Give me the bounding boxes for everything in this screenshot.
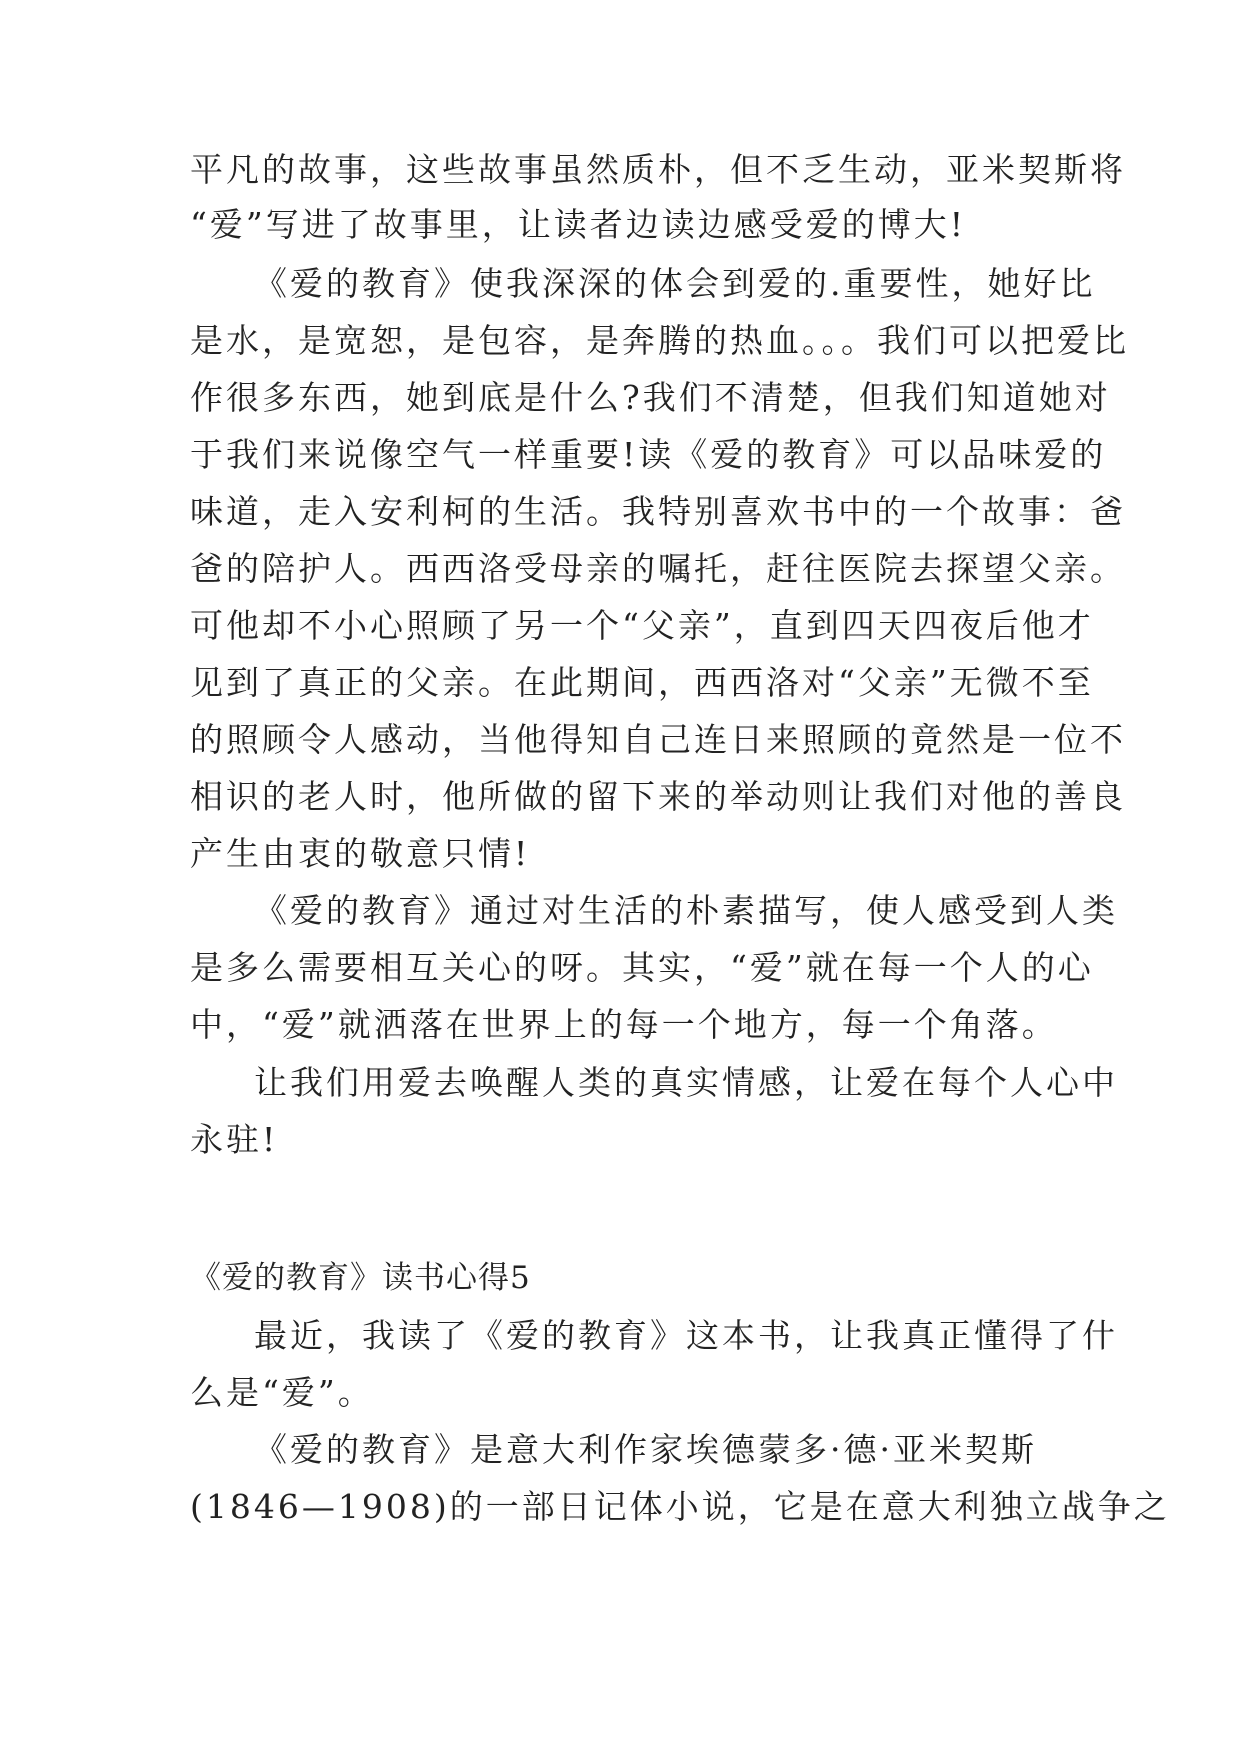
text-line: “爱”写进了故事里，让读者边读边感受爱的博大! — [190, 205, 967, 244]
text-line: 平凡的故事，这些故事虽然质朴，但不乏生动，亚米契斯将 — [190, 150, 1126, 189]
text-line: 相识的老人时，他所做的留下来的举动则让我们对他的善良 — [190, 777, 1126, 816]
text-line: 产生由衷的敬意只情! — [190, 834, 531, 873]
text-line: 让我们用爱去唤醒人类的真实情感，让爱在每个人心中 — [254, 1063, 1118, 1102]
text-line: 《爱的教育》是意大利作家埃德蒙多·德·亚米契斯 — [254, 1430, 1037, 1469]
text-line: 味道，走入安利柯的生活。我特别喜欢书中的一个故事：爸 — [190, 492, 1126, 531]
section-heading: 《爱的教育》读书心得5 — [190, 1260, 531, 1296]
text-line: 么是“爱”。 — [190, 1373, 374, 1412]
text-line: 于我们来说像空气一样重要!读《爱的教育》可以品味爱的 — [190, 435, 1107, 474]
text-line: (1846—1908)的一部日记体小说，它是在意大利独立战争之 — [190, 1487, 1170, 1526]
text-line: 作很多东西，她到底是什么?我们不清楚，但我们知道她对 — [190, 378, 1111, 417]
text-line: 是水，是宽恕，是包容，是奔腾的热血。。。我们可以把爱比 — [190, 321, 1129, 360]
text-line: 见到了真正的父亲。在此期间，西西洛对“父亲”无微不至 — [190, 663, 1094, 702]
text-line: 永驻! — [190, 1120, 279, 1159]
text-line: 《爱的教育》通过对生活的朴素描写，使人感受到人类 — [254, 891, 1118, 930]
text-line: 中，“爱”就洒落在世界上的每一个地方，每一个角落。 — [190, 1005, 1058, 1044]
text-line: 最近，我读了《爱的教育》这本书，让我真正懂得了什 — [254, 1316, 1118, 1355]
text-line: 爸的陪护人。西西洛受母亲的嘱托，赶往医院去探望父亲。 — [190, 549, 1126, 588]
text-line: 是多么需要相互关心的呀。其实，“爱”就在每一个人的心 — [190, 948, 1094, 987]
text-line: 《爱的教育》使我深深的体会到爱的.重要性，她好比 — [254, 264, 1096, 303]
text-line: 的照顾令人感动，当他得知自己连日来照顾的竟然是一位不 — [190, 720, 1126, 759]
text-line: 可他却不小心照顾了另一个“父亲”，直到四天四夜后他才 — [190, 606, 1094, 645]
